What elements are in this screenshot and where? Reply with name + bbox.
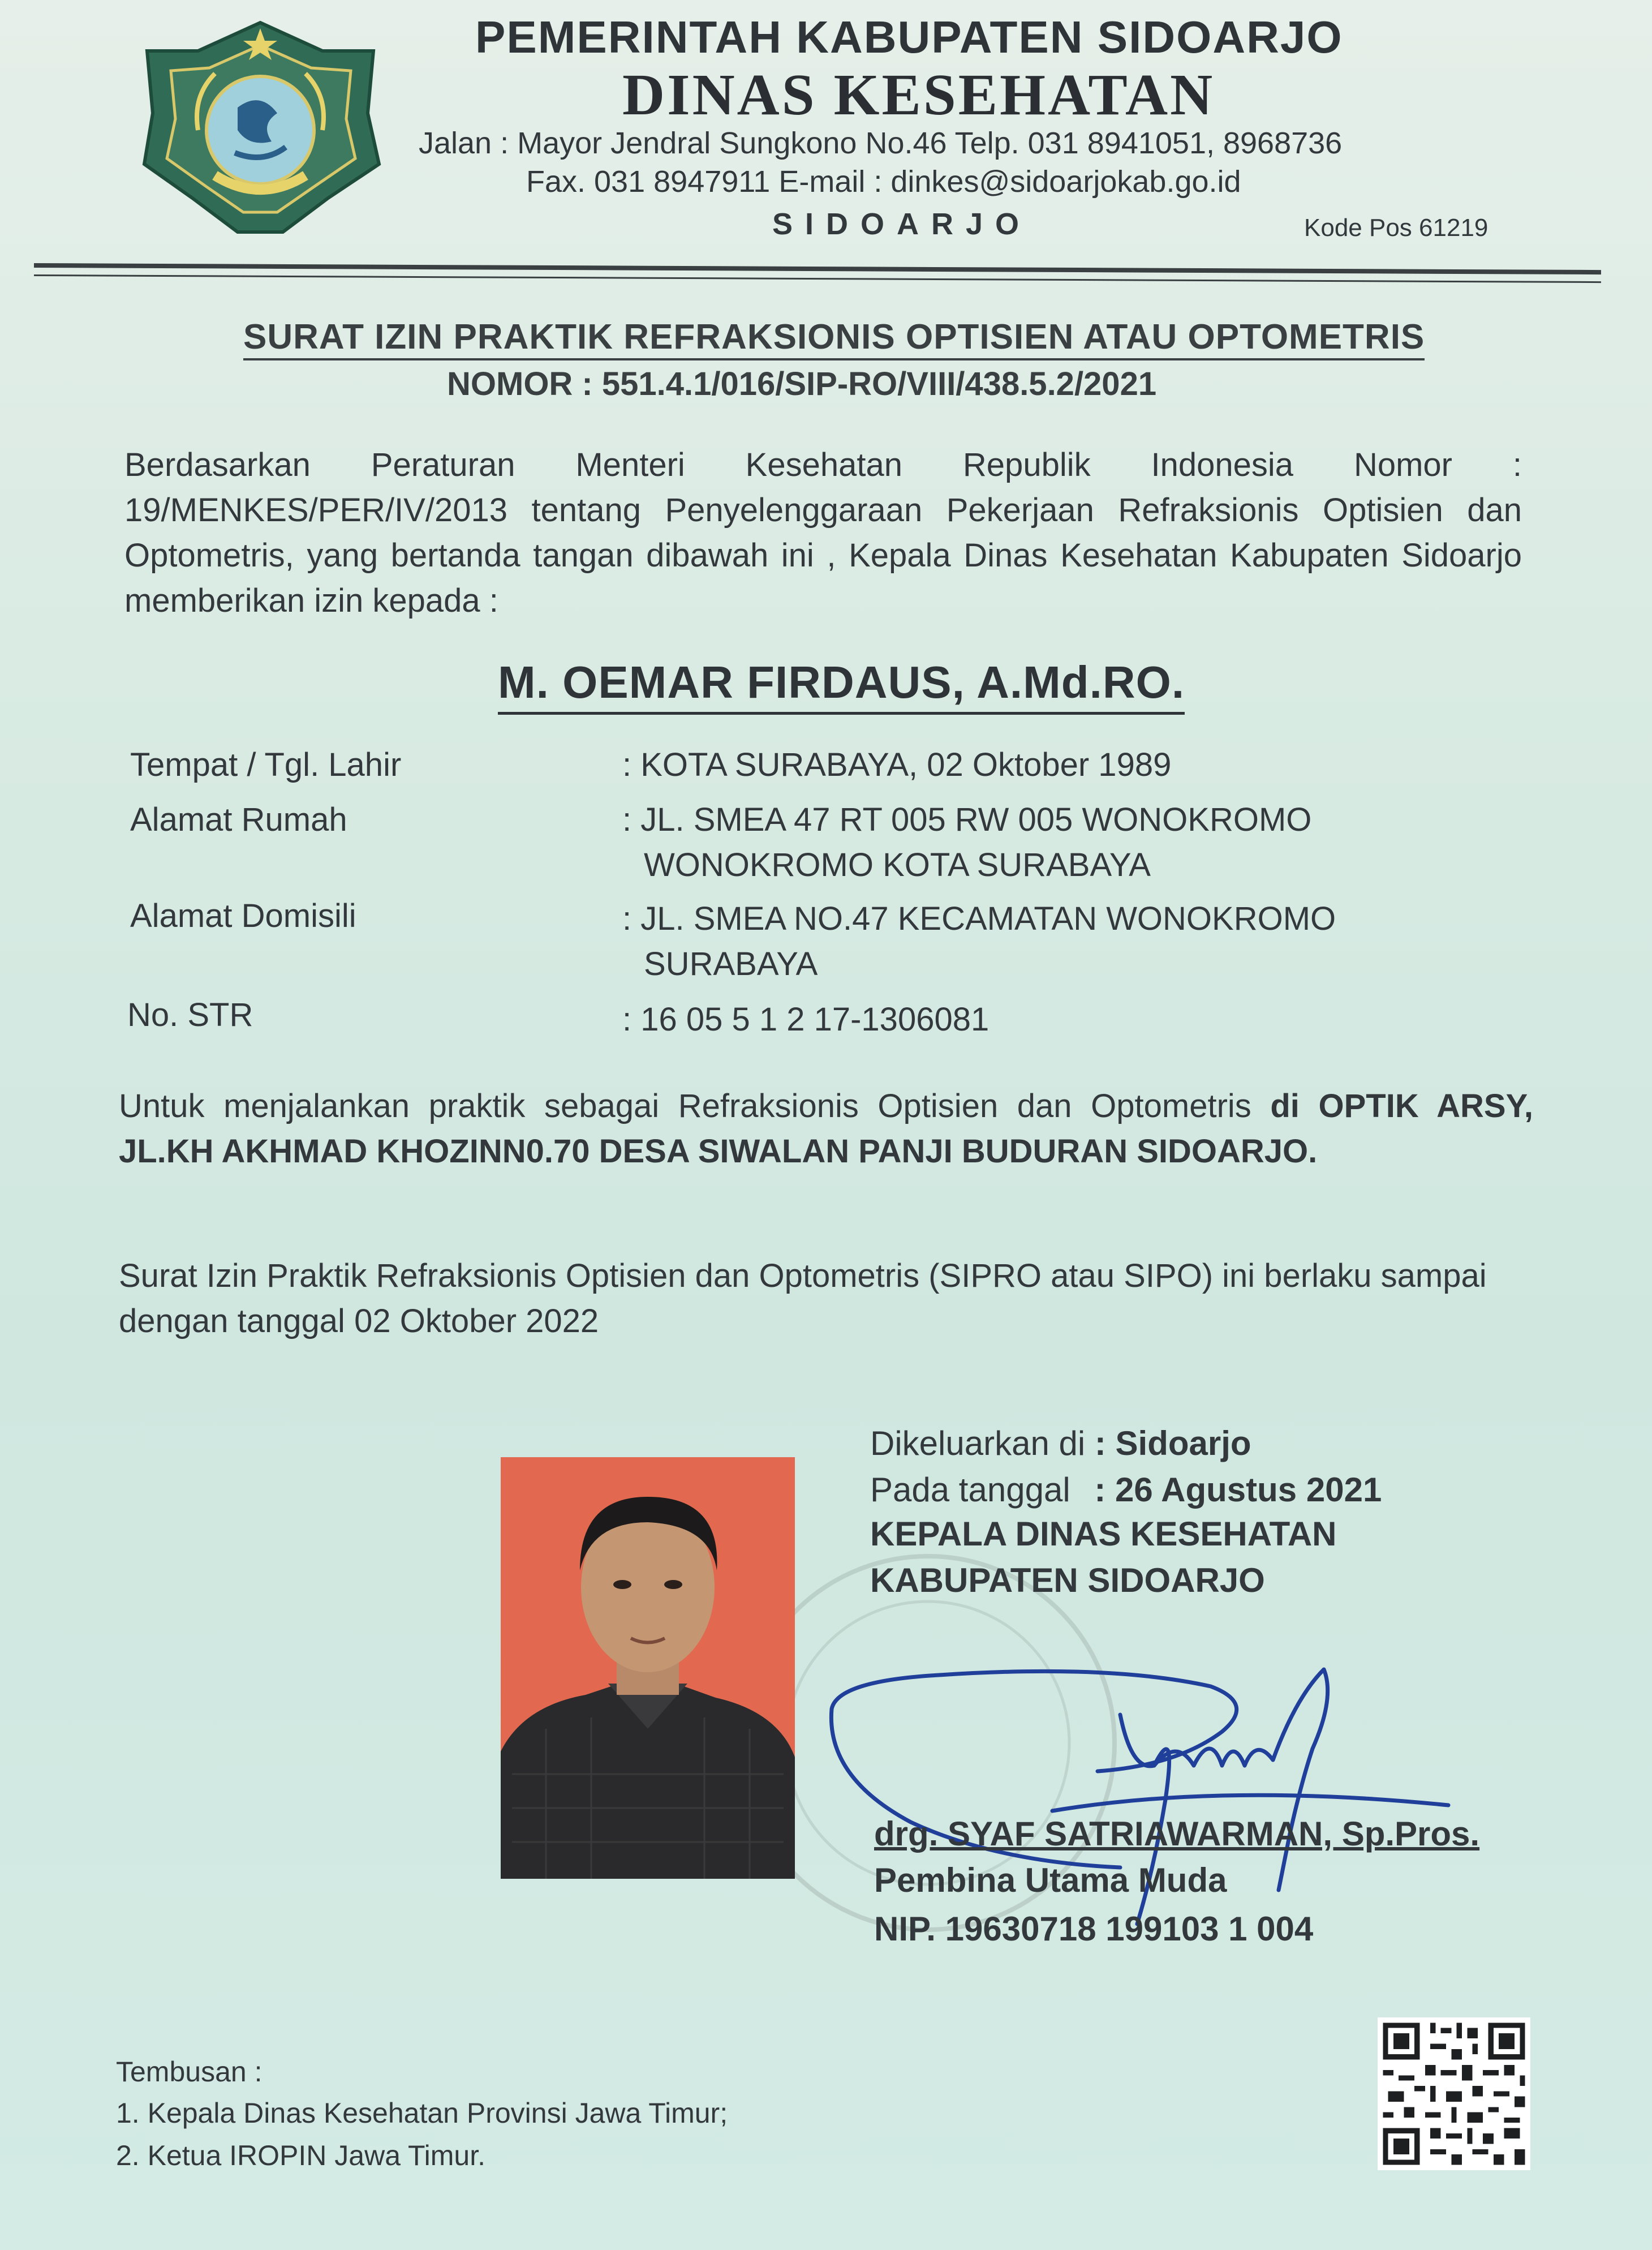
- copies-item: 1. Kepala Dinas Kesehatan Provinsi Jawa Timur;: [116, 2097, 728, 2129]
- signer-name: drg. SYAF SATRIAWARMAN, Sp.Pros.: [874, 1815, 1480, 1853]
- practice-text: Untuk menjalankan praktik sebagai Refraksionis Optisien dan Optometris: [119, 1088, 1251, 1124]
- government-logo: [136, 17, 385, 238]
- government-heading: PEMERINTAH KABUPATEN SIDOARJO: [475, 12, 1343, 62]
- field-label-birth: Tempat / Tgl. Lahir: [130, 746, 402, 783]
- signer-nip: NIP. 19630718 199103 1 004: [874, 1910, 1314, 1948]
- issue-date-label: Pada tanggal: [870, 1471, 1070, 1509]
- field-value-home-address-1: : JL. SMEA 47 RT 005 RW 005 WONOKROMO: [622, 801, 1312, 838]
- field-value-birth: : KOTA SURABAYA, 02 Oktober 1989: [622, 746, 1172, 783]
- agency-heading: DINAS KESEHATAN: [622, 62, 1215, 127]
- holder-name: M. OEMAR FIRDAUS, A.Md.RO.: [498, 656, 1185, 715]
- address-line: Jalan : Mayor Jendral Sungkono No.46 Telp. 031 8941051, 8968736: [419, 126, 1343, 160]
- city-line: SIDOARJO: [772, 207, 1032, 241]
- field-value-home-address-2: WONOKROMO KOTA SURABAYA: [644, 847, 1151, 883]
- contact-line: Fax. 031 8947911 E-mail : dinkes@sidoarjokab.go.id: [526, 165, 1241, 199]
- validity-date: 02 Oktober 2022: [354, 1303, 599, 1339]
- document-number: NOMOR : 551.4.1/016/SIP-RO/VIII/438.5.2/2021: [447, 366, 1157, 402]
- field-label-str: No. STR: [127, 997, 253, 1033]
- qr-code: [1378, 2017, 1530, 2170]
- field-value-str: : 16 05 5 1 2 17-1306081: [622, 1001, 990, 1038]
- field-value-domicile-1: : JL. SMEA NO.47 KECAMATAN WONOKROMO: [622, 900, 1336, 937]
- signer-position-2: KABUPATEN SIDOARJO: [870, 1561, 1265, 1599]
- field-label-domicile: Alamat Domisili: [130, 898, 356, 934]
- field-label-home-address: Alamat Rumah: [130, 801, 347, 838]
- field-value-domicile-2: SURABAYA: [644, 946, 818, 982]
- intro-paragraph: Berdasarkan Peraturan Menteri Kesehatan Republik Indonesia Nomor : 19/MENKES/PER/IV/2013 tentang Penyelenggaraan Pekerjaan Refraksionis Optisien dan Optometris, yang bertanda tangan dibawah ini , Kepala Dinas Kesehatan Kabupaten Sidoarjo memberikan izin kepada :: [124, 446, 1522, 619]
- issue-date-value: : 26 Agustus 2021: [1094, 1471, 1382, 1509]
- postal-code: Kode Pos 61219: [1304, 214, 1488, 242]
- signer-rank: Pembina Utama Muda: [874, 1861, 1227, 1899]
- validity-text: Surat Izin Praktik Refraksionis Optisien dan Optometris (SIPRO atau SIPO) ini berlaku sampai dengan tanggal: [119, 1257, 1487, 1339]
- copies-item: 2. Ketua IROPIN Jawa Timur.: [116, 2140, 486, 2171]
- signer-position-1: KEPALA DINAS KESEHATAN: [870, 1515, 1337, 1553]
- holder-photo: [501, 1457, 795, 1879]
- header-divider-thick: [34, 263, 1601, 274]
- header-divider-thin: [34, 274, 1601, 283]
- issued-at-value: : Sidoarjo: [1094, 1424, 1251, 1462]
- validity-paragraph: [119, 1253, 1533, 1344]
- issued-at-row: [870, 1420, 1251, 1467]
- copies-heading: Tembusan :: [116, 2056, 263, 2088]
- issued-at-label: Dikeluarkan di: [870, 1424, 1086, 1462]
- practice-location: di OPTIK ARSY, JL.KH AKHMAD KHOZINN0.70 DESA SIWALAN PANJI BUDURAN SIDOARJO.: [119, 1088, 1533, 1170]
- practice-paragraph: [119, 1084, 1533, 1174]
- document-title: SURAT IZIN PRAKTIK REFRAKSIONIS OPTISIEN ATAU OPTOMETRIS: [243, 317, 1425, 360]
- issue-date-row: [870, 1467, 1382, 1513]
